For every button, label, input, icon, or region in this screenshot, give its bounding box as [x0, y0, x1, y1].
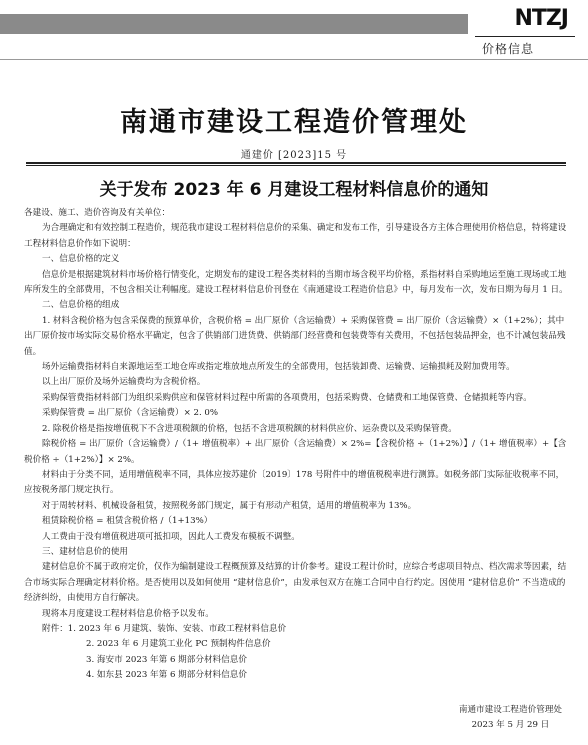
issuing-organization: 南通市建设工程造价管理处 — [120, 107, 468, 138]
paragraph: 1. 材料含税价格为包含采保费的预算单价，含税价格 = 出厂原价（含运输费）+ 采购保管费 = 出厂原价（含运输费）×（1+2%）；其中出厂原价按市场实际交易价格水平确定，包含了供销部门进货费、供销部门经营费和包装费等有关费用，不包括包装品押金，也不计减包装品残值。 — [24, 315, 566, 357]
paragraph: 采购保管费指材料部门为组织采购供应和保管材料过程中所需的各项费用，包括采购费、仓储费和工地保管费、仓储损耗等内容。 — [42, 392, 532, 403]
salutation: 各建设、施工、造价咨询及有关单位： — [24, 208, 171, 218]
section-heading: 一、信息价格的定义 — [42, 254, 120, 265]
attachment-item: 2. 2023 年 6 月建筑工业化 PC 预制构件信息价 — [86, 639, 271, 650]
attachments-label: 附件： — [42, 623, 68, 634]
attachments-list — [24, 622, 570, 637]
paragraph: 建材信息价不属于政府定价，仅作为编制建设工程概预算及结算的计价参考。建设工程计价时，应综合考虑项目特点、档次需求等因素，结合市场实际合理确定材料价格。是否使用以及如何使用 “建材信息价”，由发承包双方在施工合同中自行约定。因使用 “建材信息价” 不当造成的经济纠纷，由使用方自行解决。 — [24, 562, 567, 604]
signature-org: 南通市建设工程造价管理处 — [458, 705, 562, 715]
paragraph: 信息价是根据建筑材料市场价格行情变化，定期发布的建设工程各类材料的当期市场含税平均价格，系指材料自采购地运至施工现场或工地库所发生的全部费用，不包含相关让利幅度。建设工程材料信息价刊登在《南通建设工程造价信息》中，每月发布一次，发布日期为每月 1 日。 — [24, 269, 568, 296]
paragraph: 材料由于分类不同，适用增值税率不同，具体应按苏建价〔2019〕178 号附件中的增值税税率进行测算。如税务部门实际征收税率不同，应按税务部门规定执行。 — [24, 469, 565, 496]
signature-date: 2023 年 5 月 29 日 — [471, 720, 550, 730]
attachment-item: 3. 海安市 2023 年第 6 期部分材料信息价 — [86, 654, 247, 665]
section-heading: 二、信息价格的组成 — [42, 300, 120, 311]
paragraph: 现将本月度建设工程材料信息价格予以发布。 — [42, 608, 214, 619]
section-heading: 三、建材信息价的使用 — [42, 546, 128, 557]
publication-logo: NTZJ — [514, 6, 568, 31]
paragraph: 人工费由于没有增值税进项可抵扣项，因此人工费发布模板不调整。 — [42, 531, 300, 542]
logo-divider — [475, 36, 575, 37]
notice-body — [24, 206, 570, 684]
attachment-item: 1. 2023 年 6 月建筑、装饰、安装、市政工程材料信息价 — [67, 623, 287, 634]
section-label: 价格信息 — [482, 42, 535, 56]
formula: 租赁除税价格 = 租赁含税价格 /（1+13%） — [42, 516, 213, 527]
signature-block — [459, 703, 562, 733]
title-rule-thin — [26, 165, 566, 166]
header-band — [0, 14, 468, 34]
paragraph: 对于周转材料、机械设备租赁，按照税务部门规定，属于有形动产租赁，适用的增值税率为 13%。 — [42, 500, 417, 511]
header-divider — [0, 59, 588, 60]
paragraph: 场外运输费指材料自来源地运至工地仓库或指定堆放地点所发生的全部费用，包括装卸费、运输费、运输损耗及附加费用等。 — [42, 362, 515, 373]
attachment-item: 4. 如东县 2023 年第 6 期部分材料信息价 — [86, 670, 247, 681]
document-number: 通建价 [2023]15 号 — [240, 150, 348, 161]
paragraph: 2. 除税价格是指按增值税下不含进项税额的价格，包括不含进项税额的材料供应价、运杂费以及采购保管费。 — [42, 423, 457, 434]
paragraph: 为合理确定和有效控制工程造价，规范我市建设工程材料信息价的采集、确定和发布工作，引导建设各方主体合理使用价格信息，特将建设工程材料信息价作如下说明： — [24, 223, 567, 249]
title-rule-thick — [26, 162, 566, 164]
notice-title: 关于发布 2023 年 6 月建设工程材料信息价的通知 — [99, 180, 489, 200]
formula: 采购保管费 = 出厂原价（含运输费）× 2. 0% — [42, 408, 219, 419]
paragraph: 以上出厂原价及场外运输费均为含税价格。 — [42, 377, 206, 388]
formula: 除税价格 = 出厂原价（含运输费）/（1+ 增值税率）+ 出厂原价（含运输费）× 2%=【含税价格 ÷（1+2%）】/（1+ 增值税率）+【含税价格 ÷（1+2%）】× 2%。 — [24, 439, 567, 465]
